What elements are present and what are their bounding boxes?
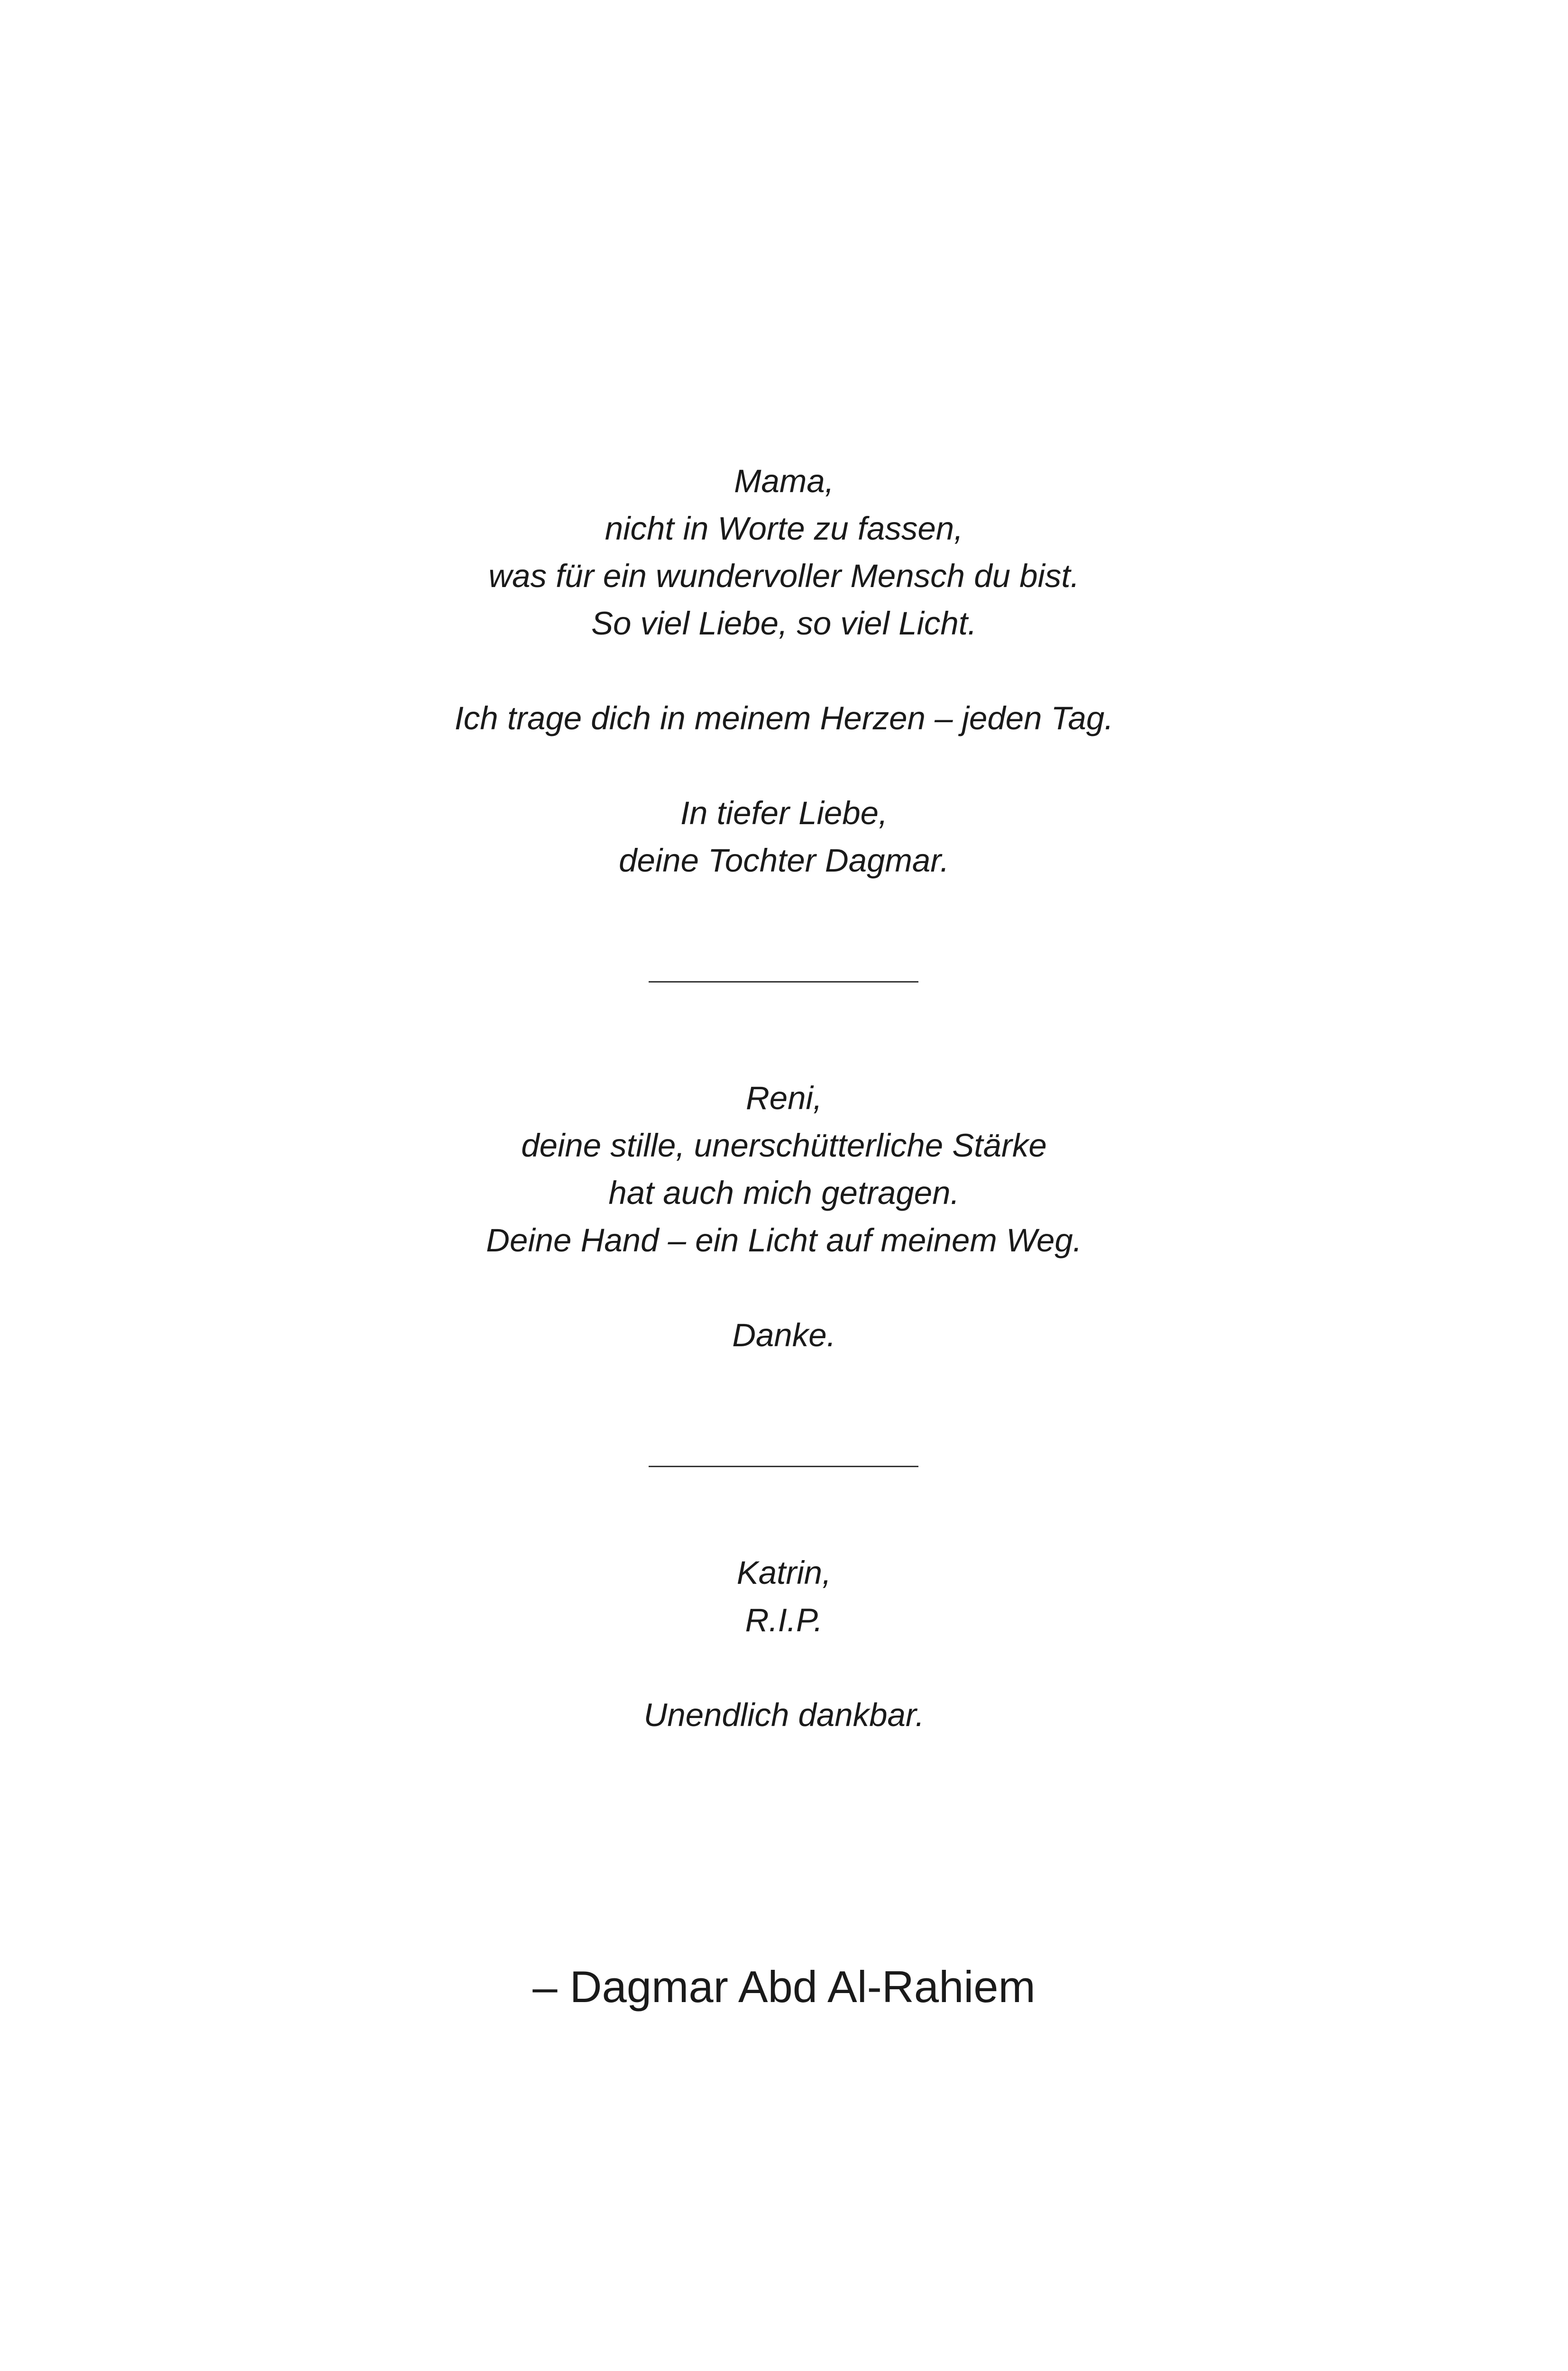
mama-line-5: Ich trage dich in meinem Herzen – jeden Tag. bbox=[454, 700, 1114, 736]
section-divider-1 bbox=[649, 981, 918, 983]
mama-line-2: nicht in Worte zu fassen, bbox=[605, 510, 963, 547]
mama-line-4: So viel Liebe, so viel Licht. bbox=[591, 605, 977, 642]
stanza-gap bbox=[0, 742, 1568, 790]
author-signature: – Dagmar Abd Al-Rahiem bbox=[532, 1962, 1036, 2012]
reni-line-1: Reni, bbox=[745, 1080, 823, 1116]
katrin-line-2: R.I.P. bbox=[745, 1602, 823, 1638]
section-divider-2 bbox=[649, 1466, 918, 1467]
mama-line-7: deine Tochter Dagmar. bbox=[619, 842, 949, 879]
reni-line-5: Danke. bbox=[732, 1317, 836, 1353]
katrin-line-1: Katrin, bbox=[736, 1554, 832, 1591]
mama-line-3: was für ein wundervoller Mensch du bist. bbox=[488, 558, 1080, 594]
reni-line-4: Deine Hand – ein Licht auf meinem Weg. bbox=[486, 1222, 1082, 1259]
katrin-line-3: Unendlich dankbar. bbox=[643, 1697, 925, 1733]
dedication-mama bbox=[0, 458, 1568, 884]
stanza-gap bbox=[0, 647, 1568, 695]
mama-line-1: Mama, bbox=[734, 463, 834, 499]
reni-line-2: deine stille, unerschütterliche Stärke bbox=[521, 1127, 1047, 1164]
stanza-gap bbox=[0, 1264, 1568, 1312]
stanza-gap bbox=[0, 1644, 1568, 1691]
reni-line-3: hat auch mich getragen. bbox=[608, 1175, 960, 1211]
dedication-reni bbox=[0, 1075, 1568, 1359]
dedication-katrin bbox=[0, 1549, 1568, 1739]
mama-line-6: In tiefer Liebe, bbox=[680, 795, 888, 831]
